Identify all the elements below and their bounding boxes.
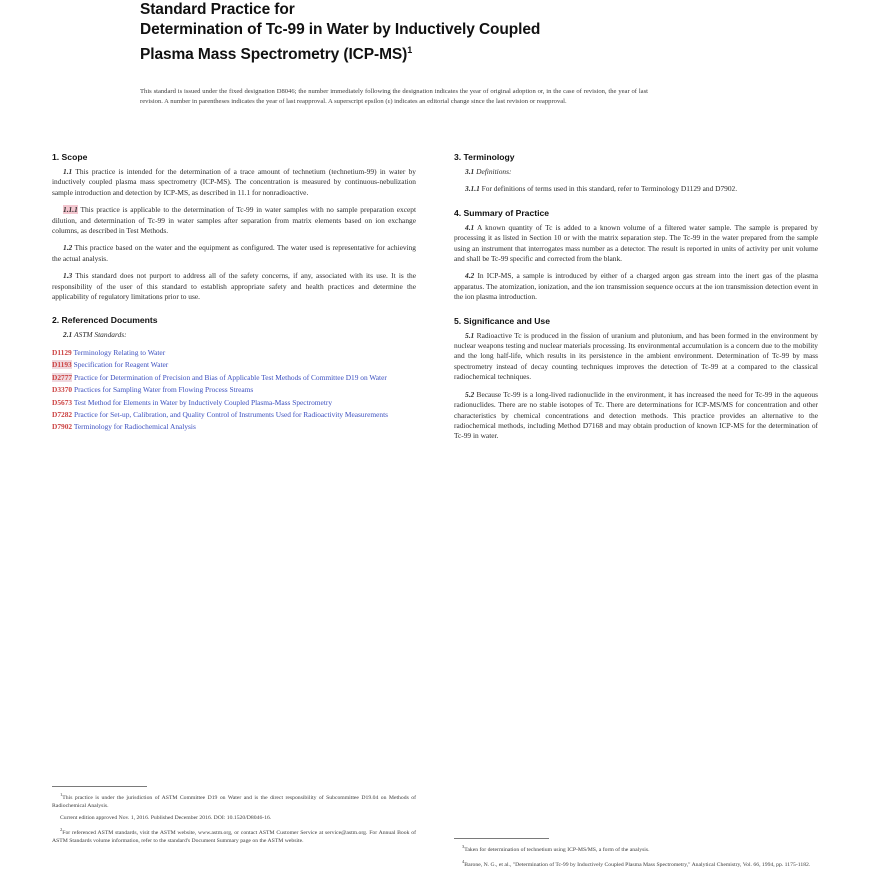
footnote: $^3$Taken for determination of technetium using ICP-MS/MS, a form of the analysis. [462, 844, 650, 853]
paragraph-number: 3.1 [465, 167, 475, 176]
paragraph [454, 223, 818, 265]
paragraph [52, 205, 416, 236]
section-heading-terminology: 3. Terminology [454, 152, 515, 162]
paragraph-text: This practice is applicable to the determination of Tc-99 in water samples with no sample preparation except dilution, and determination of Tc-99 in water samples after separation from matrix elements based on ion exchange columns, as described in Test Methods. [52, 205, 417, 236]
reference-title[interactable]: Test Method for Elements in Water by Inductively Coupled Plasma-Mass Spectrometry [73, 397, 333, 407]
paragraph [454, 390, 818, 442]
reference-designation[interactable]: D5673 [52, 397, 73, 407]
paragraph-number: 1.3 [63, 271, 73, 281]
paragraph-text: ASTM Standards: [74, 330, 127, 340]
right-footnotes [454, 824, 818, 873]
reference-item[interactable] [52, 422, 416, 432]
reference-title[interactable]: Practice for Determination of Precision and Bias of Applicable Test Methods of Committee D19 on Water [73, 372, 387, 382]
paragraph-number: 5.2 [465, 389, 475, 399]
paragraph [52, 330, 416, 340]
reference-title[interactable]: Practice for Set-up, Calibration, and Quality Control of Instruments Used for Radioactivity Measurements [73, 409, 389, 419]
title-line-2: Determination of Tc-99 in Water by Inductively Coupled [140, 21, 541, 38]
footnote: $^4$Barone, N. G., et al., "Determination of Tc-99 by Inductively Coupled Plasma Mass Spectrometry," Analytical Chemistry, Vol. 66, 1994, pp. 1175-1182. [462, 858, 811, 868]
reference-item[interactable] [52, 360, 416, 370]
section-heading-summary-of-practice: 4. Summary of Practice [454, 207, 550, 218]
paragraph-text: Radioactive Tc is produced in the fission of uranium and plutonium, and has been formed in the environment by nuclear weapons testing and nuclear materials processing. Its environmental accumulation is a concern due to the mobility and the long half-life, which results in its persistence in the ambient environment. Determination of Tc-99 by mass spectrometry instead of decay counting techniques improves the detection of Tc-99 at a compared to the classical radiochemical techniques. [454, 330, 818, 382]
paragraph [454, 271, 818, 302]
right-column [454, 152, 818, 870]
paragraph-number: 1.2 [63, 243, 73, 253]
paragraph-number: 1.1 [63, 167, 73, 176]
reference-item[interactable] [52, 348, 416, 358]
section-heading-scope: 1. Scope [52, 152, 88, 162]
paragraph [52, 271, 416, 302]
reference-title[interactable]: Terminology for Radiochemical Analysis [73, 422, 196, 432]
paragraph-text: A known quantity of Tc is added to a known volume of a filtered water sample. The sample is prepared by processing it as listed in Section 10 or with the matrix separation step. The Tc-99 in the water prepared from the sample using an instrument that interrogates mass number as a detector. The result is reported in units of activity per unit volume and shall be Tc-99 specific and corrected from the blank. [454, 222, 818, 264]
reference-designation[interactable]: D7282 [52, 409, 73, 419]
paragraph-text: This practice is intended for the determination of a trace amount of technetium (technetium-99) in water by inductively coupled plasma mass spectrometry (ICP-MS). The concentration is measured by continuous-nebulization sample introduction and detection by ICP-MS, as described in 11.1 for nonradioactive. [52, 167, 416, 197]
paragraph-number: 1.1.1 [63, 205, 78, 215]
paragraph-number: 3.1.1 [465, 184, 480, 194]
left-column [52, 152, 416, 870]
paragraph [52, 167, 416, 198]
reference-title[interactable]: Specification for Reagent Water [73, 360, 169, 370]
reference-designation[interactable]: D1193 [52, 360, 72, 370]
reference-item[interactable] [52, 410, 416, 420]
reference-item[interactable] [52, 385, 416, 395]
title-superscript: 1 [407, 45, 413, 55]
reference-item[interactable] [52, 398, 416, 408]
title-line-1: Standard Practice for [140, 1, 295, 18]
paragraph-text: This standard does not purport to address all of the safety concerns, if any, associated with its use. It is the responsibility of the user of this standard to establish appropriate safety and health practices and determine the applicability of regulatory limitations prior to use. [52, 271, 417, 302]
reference-designation[interactable]: D2777 [52, 372, 73, 382]
footnote: $^1$This practice is under the jurisdiction of ASTM Committee D19 on Water and is the direct responsibility of Subcommittee D19.04 on Methods of Radiochemical Analysis. [52, 792, 416, 809]
footnote: Current edition approved Nov. 1, 2016. Published December 2016. DOI: 10.1520/D8046-16. [60, 815, 272, 822]
paragraph-text: Definitions: [476, 167, 512, 176]
paragraph [52, 243, 416, 264]
paragraph-number: 2.1 [63, 330, 73, 340]
footnote: $^2$For referenced ASTM standards, visit the ASTM website, www.astm.org, or contact ASTM Customer Service at service@astm.org. For Annual Book of ASTM Standards volume information, refer to the standard's Document Summary page on the ASTM website. [52, 827, 416, 845]
paragraph [454, 167, 818, 177]
reference-designation[interactable]: D7902 [52, 422, 73, 432]
document-header [52, 0, 818, 106]
reference-title[interactable]: Practices for Sampling Water from Flowing Process Streams [73, 385, 254, 395]
paragraph-number: 4.2 [465, 271, 475, 281]
footnote-rule [454, 838, 549, 839]
reference-designation[interactable]: D1129 [52, 347, 72, 357]
standard-designation-note: This standard is issued under the fixed designation D8046; the number immediately following the designation indicates the year of original adoption or, in the case of revision, the year of last revision. A number in parentheses indicates the year of last reapproval. A superscript epsilon (ε) indicates an editorial change since the last revision or reapproval. [140, 88, 648, 105]
reference-item[interactable] [52, 373, 416, 383]
paragraph [454, 331, 818, 383]
footnote-rule [52, 786, 147, 787]
paragraph-number: 4.1 [465, 222, 475, 232]
paragraph-text: Because Tc-99 is a long-lived radionuclide in the environment, it has increased the need for Tc-99 in the aqueous radionuclides. There are no stable isotopes of Tc. There are determinations for ICP-MS/MS for concentration and other characteristics by chemical concentrations and detection methods. This practice provides an alternative to the radiochemical methods, including Method D7168 and may obtain production of known ICP-MS for the determination of Tc-99 in water. [454, 389, 818, 441]
section-heading-referenced-documents: 2. Referenced Documents [52, 315, 158, 326]
section-heading-significance-and-use: 5. Significance and Use [454, 315, 550, 326]
reference-title[interactable]: Terminology Relating to Water [73, 347, 166, 357]
paragraph-text: In ICP-MS, a sample is introduced by either of a charged argon gas stream into the inert gas of the plasma apparatus. The atomization, ionization, and the ion transmission sequence occurs at the ion transmission detection event in the ion plasma introduction. [454, 271, 818, 302]
paragraph-text: This practice based on the water and the equipment as configured. The water used is representative for achieving the actual analysis. [52, 243, 416, 263]
paragraph-text: For definitions of terms used in this standard, refer to Terminology D1129 and D7902. [481, 184, 738, 194]
body-columns [52, 152, 818, 870]
left-footnotes [52, 772, 416, 849]
document-title [140, 0, 658, 65]
title-line-3: Plasma Mass Spectrometry $(ICP-MS)^1$ [140, 45, 413, 64]
paragraph-number: 5.1 [465, 330, 475, 340]
paragraph [454, 184, 818, 194]
reference-designation[interactable]: D3370 [52, 385, 73, 395]
